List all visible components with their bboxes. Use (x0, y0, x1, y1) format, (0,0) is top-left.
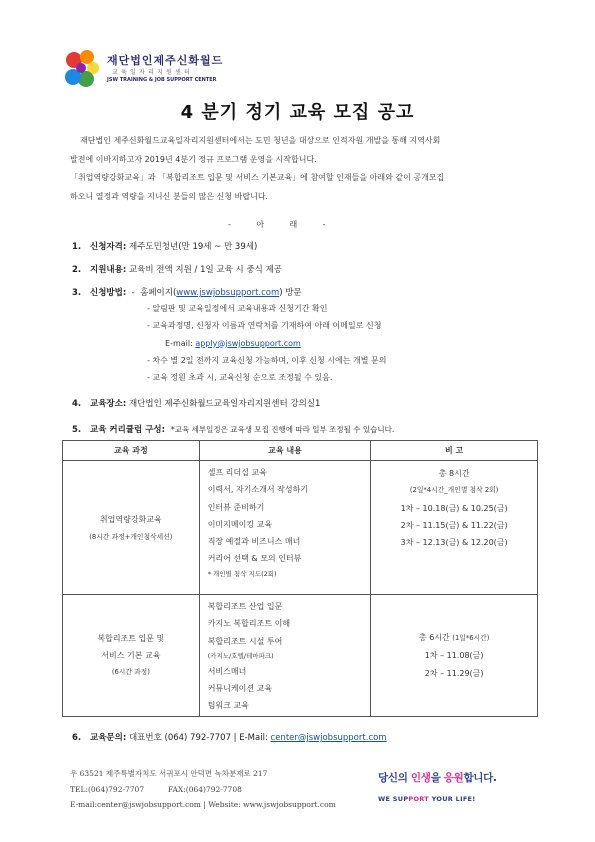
remark-session: 1차 – 11.08(금) (424, 651, 484, 661)
slogan-part: YOUR LIFE! (429, 795, 476, 803)
course-name: 취업역량강화교육 (99, 515, 162, 524)
content-item: 커뮤니케이션 교육 (207, 684, 273, 694)
section-location (72, 397, 320, 409)
remark-session: 2차 – 11.15(금) & 11.22(금) (400, 520, 508, 530)
method-line: ) 방문 (279, 288, 302, 298)
remark-total: 총 8시간 (438, 469, 470, 478)
section-apply-method (72, 286, 302, 298)
section-value: 교육비 전액 지원 / 1일 교육 시 중식 제공 (126, 265, 283, 275)
section-label: 교육장소: (90, 399, 127, 409)
remark-session: 2차 – 11.29(금) (424, 668, 484, 678)
method-line: - 알림판 및 교육일정에서 교육내용과 신청기간 확인 (147, 304, 328, 313)
footer-address: 우 63521 제주특별자치도 서귀포시 안덕면 녹차분재로 217 (70, 769, 268, 778)
logo-subtitle: 교육일자리지원센터 (112, 69, 193, 76)
remark-cell (371, 461, 538, 595)
logo-english-name: JSW TRAINING & JOB SUPPORT CENTER (107, 77, 217, 83)
email-label: E-mail: (165, 338, 196, 348)
section-eligibility (72, 240, 257, 252)
content-cell (199, 461, 371, 595)
section-value: 재단법인 제주신화월드교육일자리지원센터 강의실1 (126, 399, 321, 409)
section-curriculum (72, 423, 394, 435)
content-item: 이력서, 자기소개서 작성하기 (207, 485, 309, 495)
intro-line: 하오니 열정과 역량을 지니신 분들의 많은 신청 바랍니다. (70, 191, 269, 201)
remark-total: 총 6시간 (418, 633, 450, 643)
section-inquiry (72, 731, 387, 743)
content-item: 직장 예절과 비즈니스 매너 (207, 537, 301, 547)
section-value: 대표번호 (064) 792-7707 | E-Mail: (126, 733, 271, 743)
content-note: (카지노/호텔/테마파크) (207, 651, 274, 660)
curriculum-table (62, 440, 538, 717)
content-item: 이미지메이킹 교육 (207, 519, 273, 529)
section-number: 4. (72, 399, 82, 409)
intro-line: 「취업역량강화교육」과 「복합리조트 입문 및 서비스 기본교육」에 참여할 인재들을 아래와 같이 공개모집 (70, 173, 445, 182)
section-support (72, 263, 282, 275)
page-title: 4 분기 정기 교육 모집 공고 (180, 102, 415, 123)
column-header: 교육 과정 (63, 441, 200, 461)
section-number: 6. (72, 733, 82, 743)
intro-paragraph (70, 132, 530, 206)
apply-email-link[interactable]: apply@jswjobsupport.com (195, 338, 301, 348)
footer-phone: TEL:(064)792-7707 FAX:(064)792-7708 (70, 784, 242, 794)
section-label: 교육 커리큘럼 구성: (90, 425, 166, 435)
method-details (147, 300, 386, 386)
method-line: - 교육 정원 초과 시, 교육신청 순으로 조정될 수 있음. (147, 373, 333, 383)
org-logo (62, 48, 252, 90)
table-row (63, 595, 538, 717)
section-value: 제주도민청년(만 19세 ~ 만 39세) (126, 242, 258, 252)
content-item: 복합리조트 산업 입문 (207, 602, 283, 611)
remark-session: 1차 – 10.18(금) & 10.25(금) (400, 503, 508, 513)
content-note: * 개인별 첨삭 지도(2회) (207, 569, 277, 578)
section-label: 지원내용: (90, 265, 127, 275)
section-label: 교육문의: (90, 733, 127, 743)
course-duration: (8시간 과정+개인첨삭세션) (89, 533, 173, 541)
section-label: 신청방법: (90, 288, 127, 298)
course-duration: (6시간 과정) (111, 668, 150, 676)
table-header-row (63, 441, 538, 461)
slogan-part: WE SUP (378, 795, 409, 803)
content-item: 카지노 복합리조트 이해 (207, 619, 291, 629)
inquiry-email-link[interactable]: center@jswjobsupport.com (270, 733, 387, 743)
method-line: - 홈페이지( (126, 288, 177, 298)
homepage-link[interactable]: www.jswjobsupport.com (176, 288, 280, 298)
slogan-highlight: PORT (408, 795, 430, 803)
section-number: 3. (72, 288, 82, 298)
slogan (378, 770, 497, 785)
slogan-part: 합니다. (463, 772, 497, 784)
slogan-part: 의 (397, 772, 411, 784)
content-cell (199, 595, 371, 717)
intro-line: 발전에 이바지하고자 2019년 4분기 정규 프로그램 운영을 시작합니다. (70, 154, 317, 164)
section-number: 5. (72, 425, 82, 435)
remark-cell (371, 595, 538, 717)
content-item: 커리어 선택 & 모의 인터뷰 (207, 554, 302, 564)
remark-session: 3차 – 12.13(금) & 12.20(금) (400, 538, 508, 548)
remark-detail: (1일*6시간) (452, 634, 490, 643)
slogan-english (378, 795, 476, 803)
content-item: 팀워크 교육 (207, 701, 249, 711)
content-item: 복합리조트 시설 투어 (207, 636, 283, 646)
logo-name: 재단법인제주신화월드 (107, 54, 224, 67)
course-cell (63, 461, 200, 595)
footer-contact (70, 766, 336, 813)
slogan-highlight: 인생 (410, 772, 431, 784)
content-item: 인터뷰 준비하기 (207, 502, 265, 512)
course-cell (63, 595, 200, 717)
notice-heading: - 아 래 - (228, 220, 326, 229)
logo-mark-icon (62, 48, 102, 90)
method-line: - 교육과정명, 신청자 이름과 연락처를 기재하여 아래 이메일로 신청 (147, 321, 382, 331)
content-item: 서비스매너 (207, 666, 247, 676)
intro-line: 재단법인 제주신화월드교육일자리지원센터에서는 도민 청년을 대상으로 인적자원 개발을 통해 지역사회 (80, 136, 441, 145)
remark-detail: (2일*4시간_개인별 첨삭 2회) (409, 486, 499, 495)
content-item: 셀프 리더십 교육 (207, 468, 267, 477)
footer-email-website: E-mail:center@jswjobsupport.com | Website: www.jswjobsupport.com (70, 800, 336, 809)
course-name: 복합리조트 입문 및 (97, 634, 165, 643)
column-header: 교육 내용 (199, 441, 371, 461)
slogan-part: 당신 (378, 772, 398, 784)
column-header: 비 고 (371, 441, 538, 461)
section-number: 1. (72, 242, 82, 252)
slogan-highlight: 응원 (443, 772, 464, 784)
method-email-line (147, 335, 386, 352)
remark-total-line (371, 629, 537, 647)
course-name: 서비스 기본 교육 (101, 651, 161, 660)
section-note: *교육 세부일정은 교육생 모집 진행에 따라 일부 조정될 수 있습니다. (171, 425, 395, 434)
slogan-part: 을 (430, 772, 444, 784)
table-row (63, 461, 538, 595)
section-label: 신청자격: (90, 242, 127, 252)
method-line: - 차수 별 2일 전까지 교육신청 가능하며, 이후 신청 시에는 개별 문의 (147, 355, 387, 365)
section-number: 2. (72, 265, 82, 275)
